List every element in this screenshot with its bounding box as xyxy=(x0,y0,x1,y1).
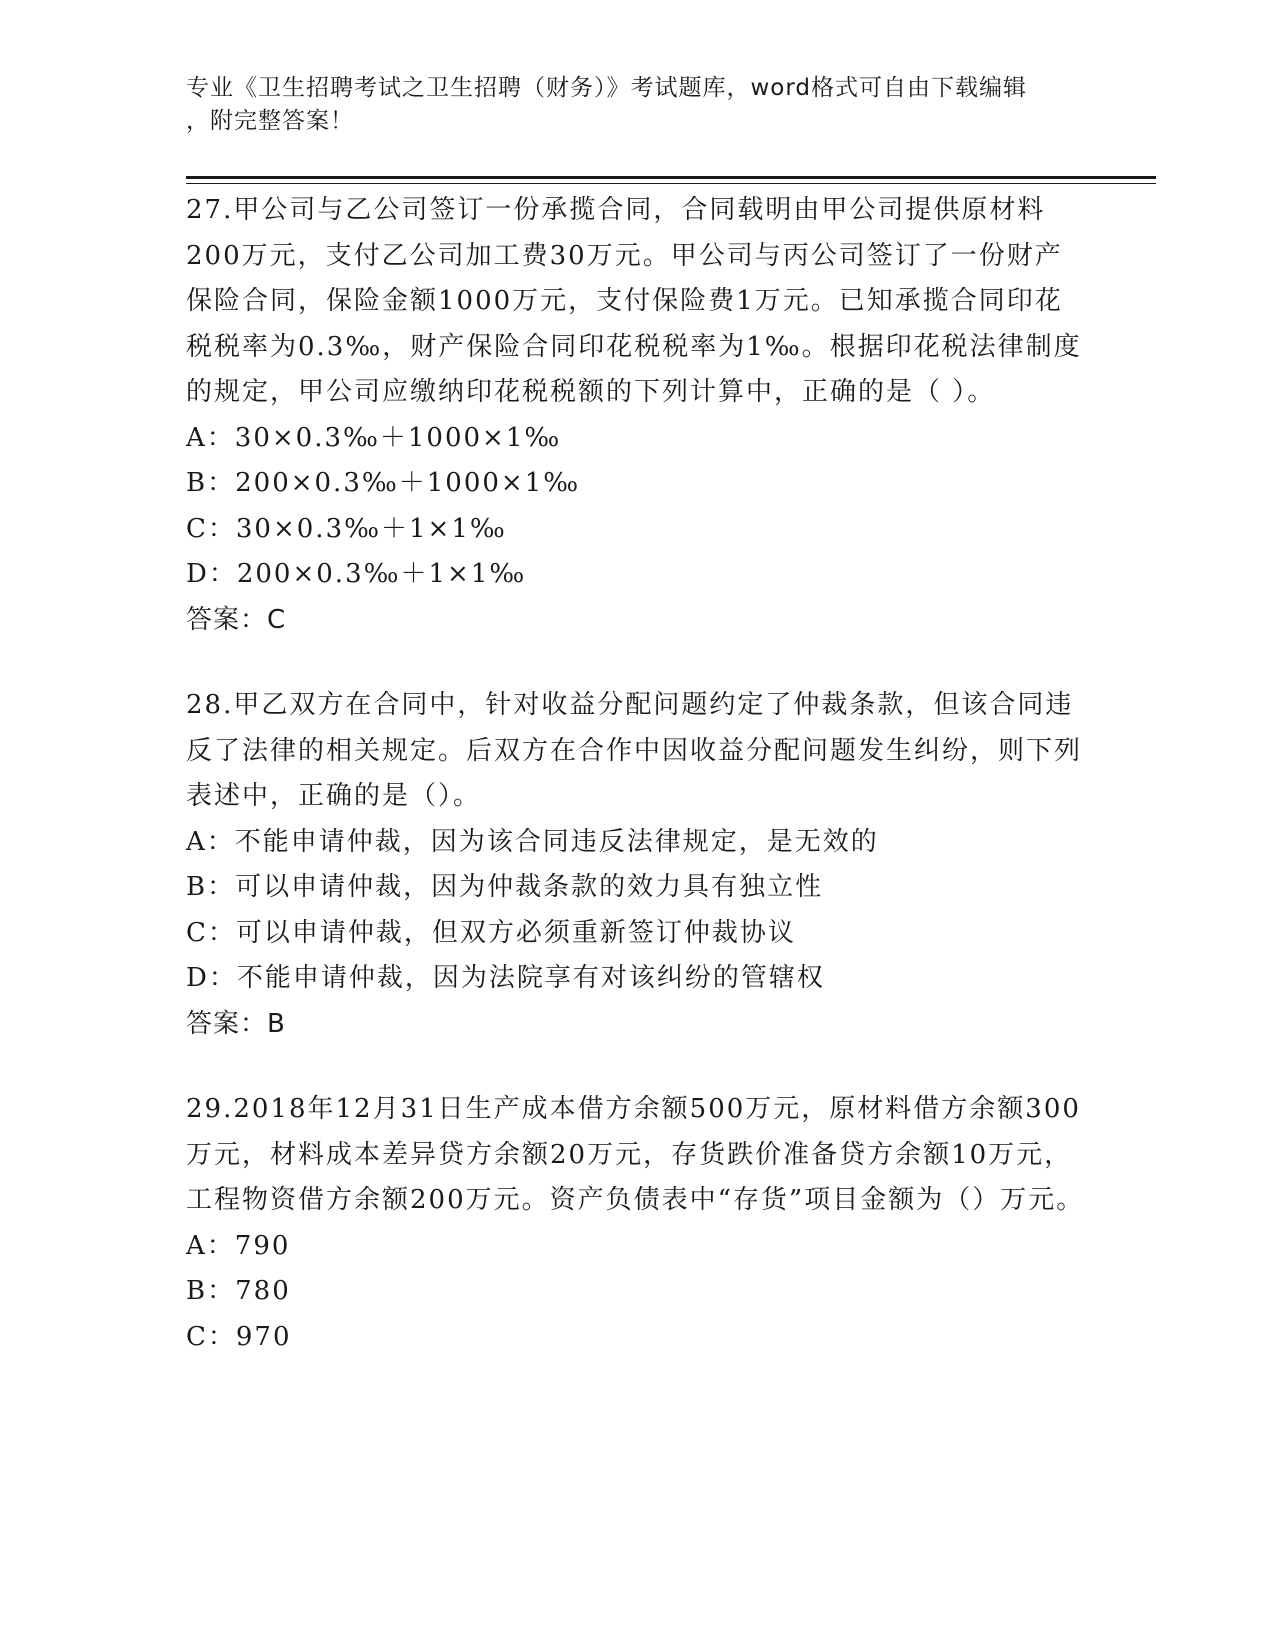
question-stem: 28.甲乙双方在合同中，针对收益分配问题约定了仲裁条款，但该合同违反了法律的相关规定。后双方在合作中因收益分配问题发生纠纷，则下列表述中，正确的是（）。 xyxy=(186,690,1083,811)
option-a: A：30×0.3‰＋1000×1‰ xyxy=(186,422,562,453)
answer: 答案：B xyxy=(186,1008,286,1039)
option-a: A：790 xyxy=(186,1230,291,1261)
header-divider-thick xyxy=(186,176,1156,179)
question-stem: 29.2018年12月31日生产成本借方余额500万元，原材料借方余额300万元，材料成本差异贷方余额20万元，存货跌价准备贷方余额10万元，工程物资借方余额200万元。资产负债表中“存货”项目金额为（）万元。 xyxy=(186,1094,1085,1215)
question-list xyxy=(186,188,1086,1400)
question-27 xyxy=(186,188,1086,643)
option-d: D：200×0.3‰＋1×1‰ xyxy=(186,559,527,589)
question-stem: 27.甲公司与乙公司签订一份承揽合同，合同载明由甲公司提供原材料200万元，支付乙公司加工费30万元。甲公司与丙公司签订了一份财产保险合同，保险金额1000万元，支付保险费1万元。已知承揽合同印花税税率为0.3‰，财产保险合同印花税税率为1‰。根据印花税法律制度的规定，甲公司应缴纳印花税税额的下列计算中，正确的是（ ）。 xyxy=(186,195,1082,407)
question-29 xyxy=(186,1087,1086,1360)
header-divider-thin xyxy=(186,183,1156,184)
option-c: C：30×0.3‰＋1×1‰ xyxy=(186,513,507,544)
header-line-1: 专业《卫生招聘考试之卫生招聘（财务）》考试题库，word格式可自由下载编辑 xyxy=(186,75,1028,101)
option-b: B：200×0.3‰＋1000×1‰ xyxy=(186,468,581,498)
option-c: C：可以申请仲裁，但双方必须重新签订仲裁协议 xyxy=(186,917,796,948)
option-d: D：不能申请仲裁，因为法院享有对该纠纷的管辖权 xyxy=(186,963,825,993)
option-a: A：不能申请仲裁，因为该合同违反法律规定，是无效的 xyxy=(186,826,879,857)
document-header xyxy=(186,72,1066,138)
question-28 xyxy=(186,683,1086,1047)
option-b: B：可以申请仲裁，因为仲裁条款的效力具有独立性 xyxy=(186,872,824,902)
option-c: C：970 xyxy=(186,1321,292,1352)
option-b: B：780 xyxy=(186,1276,291,1306)
header-line-2: ，附完整答案！ xyxy=(186,108,354,134)
answer: 答案：C xyxy=(186,604,287,635)
